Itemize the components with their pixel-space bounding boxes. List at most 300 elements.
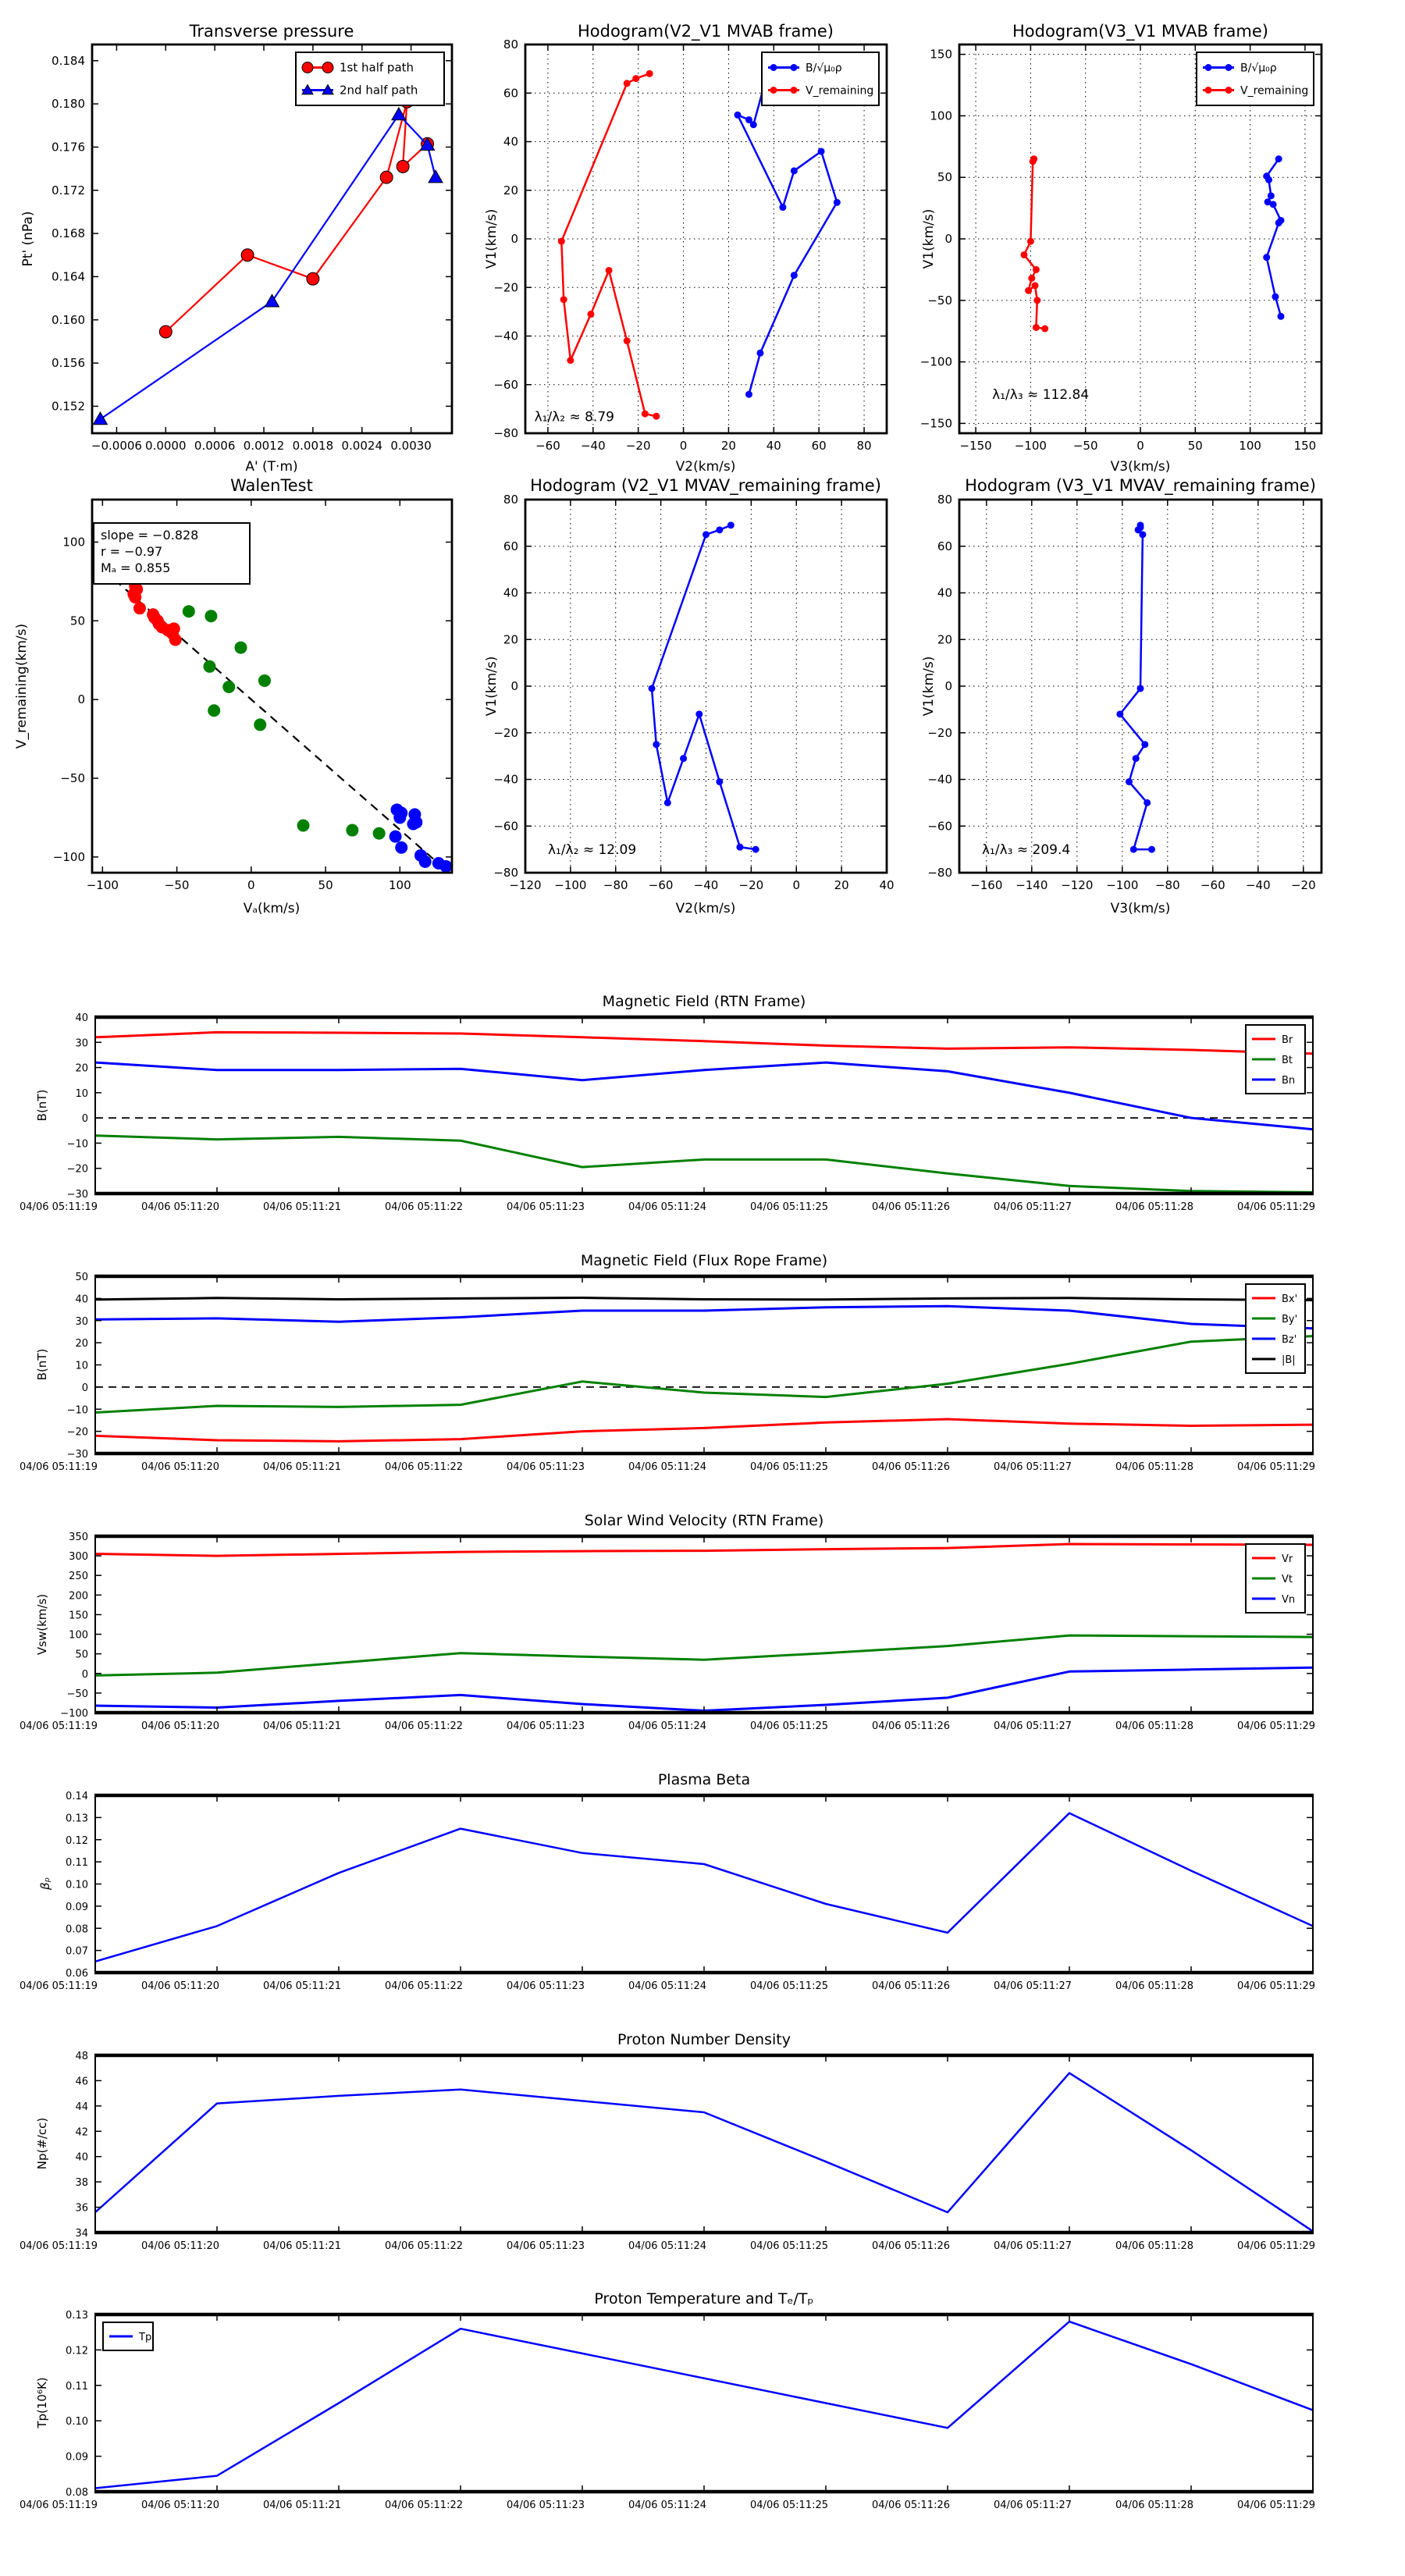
transverse-pressure-legend-label: 1st half path (340, 60, 414, 75)
transverse-pressure-point-1st-half-path (307, 272, 319, 285)
plasma-beta-ytick-label: 0.06 (66, 1968, 88, 1980)
hodogram-v2v1-mvab-xtick-label: −60 (535, 439, 560, 453)
hodogram-v2v1-mvab-point-B-over-sqrt-mu0rho (779, 204, 786, 211)
plasma-beta-xtick-label: 04/06 05:11:19 (20, 1980, 98, 1992)
hodogram-v2v1-mvab-ytick-label: −60 (493, 377, 518, 392)
magnetic-field-rtn-legend-label: Bn (1282, 1075, 1296, 1087)
proton-number-density-xtick-label: 04/06 05:11:26 (872, 2240, 950, 2252)
proton-temperature-plot-area (95, 2314, 1313, 2492)
hodogram-v2v1-mvav-ytick-label: −20 (493, 725, 518, 740)
hodogram-v2v1-mvav-ytick-label: −40 (493, 772, 518, 787)
hodogram-v2v1-mvab-ytick-label: −20 (493, 280, 518, 295)
ylabel-hodogram-v3v1-mvab: V1(km/s) (921, 208, 937, 269)
magnetic-field-flux-rope-xtick-label: 04/06 05:11:27 (994, 1461, 1072, 1473)
solar-wind-velocity-rtn-ytick-label: 0 (81, 1668, 88, 1681)
solar-wind-velocity-rtn-ytick-label: 50 (75, 1649, 88, 1661)
ylabel-hodogram-v3v1-mvav: V1(km/s) (921, 656, 937, 717)
plasma-beta-ytick-label: 0.08 (66, 1923, 88, 1936)
magnetic-field-flux-rope-xtick-label: 04/06 05:11:19 (20, 1461, 98, 1473)
walen-test-point-middle-interval (297, 819, 310, 831)
hodogram-v2v1-mvav-ytick-label: 20 (503, 632, 518, 647)
hodogram-v3v1-mvav-ytick-label: −60 (927, 819, 952, 834)
transverse-pressure-ytick-label: 0.184 (52, 53, 85, 68)
magnetic-field-flux-rope-xtick-label: 04/06 05:11:25 (750, 1461, 828, 1473)
hodogram-v2v1-mvav-panel (493, 493, 894, 892)
hodogram-v2v1-mvab-legend-label: B/√μ₀ρ (806, 62, 842, 75)
magnetic-field-flux-rope-ytick-label: 10 (75, 1360, 88, 1372)
solar-wind-velocity-rtn-xtick-label: 04/06 05:11:23 (507, 1720, 585, 1732)
hodogram-v2v1-mvab-xtick-label: 80 (856, 439, 872, 453)
proton-temperature-xtick-label: 04/06 05:11:25 (750, 2500, 828, 2511)
ylabel-hodogram-v2v1-mvab: V1(km/s) (484, 208, 500, 269)
hodogram-v3v1-mvab-legend-label: B/√μ₀ρ (1240, 62, 1277, 75)
hodogram-v3v1-mvav-point-V-hodogram (1116, 710, 1123, 717)
proton-temperature-panel (20, 2310, 1315, 2511)
walen-test-point-last-interval (419, 856, 432, 868)
walen-test-point-middle-interval (254, 718, 266, 731)
walen-test-stats-line: r = −0.97 (101, 544, 163, 559)
xlabel-hodogram-v2v1-mvav: V2(km/s) (675, 901, 736, 916)
proton-number-density-plot-area (95, 2055, 1313, 2233)
magnetic-field-flux-rope-ytick-label: −20 (66, 1426, 88, 1439)
hodogram-v3v1-mvab-xtick-label: 0 (1136, 439, 1144, 453)
proton-number-density-xtick-label: 04/06 05:11:20 (141, 2240, 219, 2252)
hodogram-v2v1-mvab-point-V-remaining (624, 80, 631, 87)
proton-temperature-ytick-label: 0.08 (66, 2487, 88, 2499)
solar-wind-velocity-rtn-ytick-label: 250 (69, 1571, 88, 1583)
hodogram-v2v1-mvav-point-V-hodogram (653, 741, 660, 748)
hodogram-v2v1-mvav-plot-area (525, 500, 887, 873)
proton-number-density-xtick-label: 04/06 05:11:27 (994, 2240, 1072, 2252)
hodogram-v3v1-mvav-xtick-label: −120 (1061, 878, 1094, 892)
hodogram-v2v1-mvav-point-V-hodogram (664, 799, 671, 806)
hodogram-v2v1-mvab-point-B-over-sqrt-mu0rho (791, 167, 798, 174)
solar-wind-velocity-rtn-ytick-label: 200 (69, 1590, 88, 1603)
walen-test-point-middle-interval (203, 660, 215, 673)
hodogram-v3v1-mvav-ytick-label: 60 (937, 539, 952, 553)
transverse-pressure-xtick-label: 0.0030 (390, 439, 432, 453)
hodogram-v3v1-mvav-ytick-label: 0 (944, 679, 952, 693)
title-magnetic-field-rtn: Magnetic Field (RTN Frame) (602, 993, 806, 1010)
magnetic-field-rtn-xtick-label: 04/06 05:11:24 (628, 1201, 706, 1213)
transverse-pressure-xtick-label: 0.0018 (292, 439, 334, 453)
transverse-pressure-ytick-label: 0.180 (52, 97, 85, 112)
solar-wind-velocity-rtn-ytick-label: 100 (69, 1629, 88, 1642)
ylabel-hodogram-v2v1-mvav: V1(km/s) (484, 656, 500, 717)
hodogram-v2v1-mvav-point-V-hodogram (752, 846, 759, 853)
legend-marker (770, 87, 777, 94)
walen-test-ytick-label: 100 (62, 535, 85, 550)
hodogram-v2v1-mvav-xtick-label: −20 (738, 878, 764, 892)
solar-wind-velocity-rtn-xtick-label: 04/06 05:11:25 (750, 1720, 828, 1732)
title-solar-wind-velocity: Solar Wind Velocity (RTN Frame) (584, 1512, 824, 1529)
magnetic-field-rtn-ytick-label: −20 (66, 1163, 88, 1176)
plasma-beta-panel (20, 1791, 1315, 1992)
magnetic-field-flux-rope-ytick-label: −30 (66, 1449, 88, 1461)
hodogram-v3v1-mvav-ytick-label: −20 (927, 725, 952, 740)
magnetic-field-rtn-xtick-label: 04/06 05:11:27 (994, 1201, 1072, 1213)
hodogram-v2v1-mvab-point-V-remaining (587, 311, 594, 318)
hodogram-v2v1-mvab-legend (762, 52, 879, 105)
hodogram-v2v1-mvab-point-B-over-sqrt-mu0rho (791, 272, 798, 279)
title-hodogram-v3v1-mvab: Hodogram(V3_V1 MVAB frame) (1012, 22, 1268, 41)
hodogram-v3v1-mvav-point-V-hodogram (1130, 846, 1137, 853)
magnetic-field-flux-rope-legend-label: Bx' (1282, 1293, 1298, 1305)
hodogram-v3v1-mvab-ytick-label: 50 (937, 170, 952, 185)
hodogram-v2v1-mvav-xtick-label: −80 (603, 878, 628, 892)
title-hodogram-v3v1-mvav: Hodogram (V3_V1 MVAV_remaining frame) (965, 476, 1316, 495)
proton-number-density-xtick-label: 04/06 05:11:24 (628, 2240, 706, 2252)
magnetic-field-rtn-ytick-label: 40 (75, 1012, 88, 1024)
magnetic-field-flux-rope-xtick-label: 04/06 05:11:20 (141, 1461, 219, 1473)
walen-test-ytick-label: 50 (69, 614, 85, 628)
magnetic-field-rtn-xtick-label: 04/06 05:11:21 (263, 1201, 341, 1213)
ylabel-proton-temperature: Tp(10⁶K) (35, 2377, 49, 2428)
title-walen-test: WalenTest (230, 476, 313, 495)
hodogram-v2v1-mvav-xtick-label: −40 (693, 878, 719, 892)
transverse-pressure-ytick-label: 0.164 (52, 269, 85, 284)
solar-wind-velocity-rtn-xtick-label: 04/06 05:11:29 (1237, 1720, 1315, 1732)
walen-test-point-middle-interval (183, 605, 195, 617)
proton-number-density-xtick-label: 04/06 05:11:29 (1237, 2240, 1315, 2252)
hodogram-v3v1-mvav-xtick-label: −60 (1200, 878, 1225, 892)
xlabel-transverse-pressure: A' (T·m) (245, 459, 298, 475)
hodogram-v3v1-mvab-legend-label: V_remaining (1240, 84, 1309, 98)
hodogram-v3v1-mvab-point-B-over-sqrt-mu0rho (1275, 155, 1282, 162)
magnetic-field-flux-rope-xtick-label: 04/06 05:11:23 (507, 1461, 585, 1473)
solar-wind-velocity-rtn-ytick-label: −100 (60, 1708, 88, 1720)
magnetic-field-flux-rope-ytick-label: 40 (75, 1293, 88, 1306)
solar-wind-velocity-rtn-legend-label: Vn (1282, 1594, 1296, 1606)
hodogram-v3v1-mvab-point-V-remaining (1020, 251, 1027, 258)
solar-wind-velocity-rtn-xtick-label: 04/06 05:11:24 (628, 1720, 706, 1732)
xlabel-hodogram-v3v1-mvab: V3(km/s) (1110, 459, 1171, 475)
magnetic-field-rtn-ytick-label: −30 (66, 1189, 88, 1201)
plasma-beta-ytick-label: 0.10 (66, 1879, 88, 1891)
walen-test-point-first-interval (168, 622, 180, 635)
plasma-beta-ytick-label: 0.11 (66, 1857, 88, 1870)
proton-number-density-ytick-label: 46 (75, 2076, 88, 2088)
magnetic-field-flux-rope-ytick-label: 30 (75, 1315, 88, 1328)
hodogram-v2v1-mvav-xtick-label: −100 (554, 878, 587, 892)
magnetic-field-rtn-xtick-label: 04/06 05:11:20 (141, 1201, 219, 1213)
hodogram-v2v1-mvav-ytick-label: −60 (493, 819, 518, 834)
hodogram-v3v1-mvav-xtick-label: −40 (1245, 878, 1271, 892)
hodogram-v3v1-mvab-point-V-remaining (1028, 275, 1035, 282)
transverse-pressure-point-1st-half-path (397, 160, 409, 173)
magnetic-field-flux-rope-legend-label: Bz' (1282, 1334, 1297, 1346)
plasma-beta-xtick-label: 04/06 05:11:23 (507, 1980, 585, 1992)
hodogram-v3v1-mvav-xtick-label: −160 (970, 878, 1003, 892)
hodogram-v2v1-mvav-xtick-label: 40 (879, 878, 895, 892)
legend-marker (322, 62, 333, 73)
plasma-beta-ytick-label: 0.07 (66, 1945, 88, 1958)
hodogram-v2v1-mvab-point-V-remaining (560, 296, 567, 303)
hodogram-v2v1-mvab-ytick-label: 40 (503, 134, 518, 149)
solar-wind-velocity-rtn-plot-area (95, 1536, 1313, 1713)
transverse-pressure-ytick-label: 0.168 (52, 226, 85, 241)
hodogram-v3v1-mvab-point-B-over-sqrt-mu0rho (1272, 294, 1279, 301)
walen-test-point-last-interval (393, 811, 406, 824)
legend-marker (302, 62, 313, 73)
proton-number-density-xtick-label: 04/06 05:11:28 (1115, 2240, 1193, 2252)
proton-temperature-ytick-label: 0.12 (66, 2345, 88, 2357)
proton-temperature-ytick-label: 0.11 (66, 2380, 88, 2393)
hodogram-v2v1-mvab-xtick-label: 0 (679, 439, 688, 453)
magnetic-field-flux-rope-legend-label: By' (1282, 1314, 1298, 1325)
walen-test-point-last-interval (395, 841, 407, 854)
hodogram-v3v1-mvab-ytick-label: −100 (919, 354, 952, 369)
magnetic-field-rtn-ytick-label: 10 (75, 1087, 88, 1100)
walen-test-xtick-label: 0 (247, 878, 255, 892)
walen-test-point-middle-interval (205, 610, 217, 622)
transverse-pressure-xtick-label: −0.0006 (91, 439, 142, 453)
hodogram-v3v1-mvab-ytick-label: 100 (930, 109, 952, 123)
hodogram-v3v1-mvav-point-V-hodogram (1126, 778, 1133, 785)
hodogram-v3v1-mvav-xtick-label: −80 (1154, 878, 1180, 892)
proton-temperature-xtick-label: 04/06 05:11:20 (141, 2500, 219, 2511)
walen-test-xtick-label: −100 (86, 878, 119, 892)
hodogram-v3v1-mvab-point-B-over-sqrt-mu0rho (1265, 176, 1272, 183)
magnetic-field-flux-rope-xtick-label: 04/06 05:11:26 (872, 1461, 950, 1473)
legend-marker (1225, 64, 1232, 71)
ylabel-walen-test: V_remaining(km/s) (14, 623, 30, 749)
hodogram-v2v1-mvab-ytick-label: 80 (503, 37, 518, 52)
walen-test-point-last-interval (389, 831, 402, 843)
hodogram-v2v1-mvav-annotation: λ₁/λ₂ ≈ 12.09 (547, 842, 637, 859)
hodogram-v2v1-mvab-panel (493, 37, 887, 453)
proton-number-density-ytick-label: 40 (75, 2151, 88, 2164)
hodogram-v2v1-mvab-point-B-over-sqrt-mu0rho (745, 391, 752, 398)
hodogram-v2v1-mvav-point-V-hodogram (716, 526, 723, 533)
hodogram-v3v1-mvab-ytick-label: −150 (919, 416, 952, 431)
magnetic-field-flux-rope-ytick-label: 0 (81, 1382, 88, 1394)
transverse-pressure-ytick-label: 0.152 (52, 399, 85, 414)
hodogram-v2v1-mvav-ytick-label: 80 (503, 493, 518, 507)
proton-temperature-ytick-label: 0.09 (66, 2451, 88, 2464)
transverse-pressure-xtick-label: 0.0000 (145, 439, 187, 453)
hodogram-v3v1-mvav-point-V-hodogram (1137, 685, 1144, 692)
walen-test-point-middle-interval (258, 674, 271, 687)
solar-wind-velocity-rtn-legend-label: Vt (1282, 1574, 1293, 1585)
solar-wind-velocity-rtn-xtick-label: 04/06 05:11:19 (20, 1720, 98, 1732)
hodogram-v2v1-mvav-point-V-hodogram (736, 844, 743, 851)
hodogram-v3v1-mvab-point-V-remaining (1041, 326, 1048, 333)
legend-marker (1205, 87, 1212, 94)
proton-number-density-xtick-label: 04/06 05:11:19 (20, 2240, 98, 2252)
transverse-pressure-ytick-label: 0.160 (52, 312, 85, 327)
magnetic-field-rtn-ytick-label: −10 (66, 1138, 88, 1151)
solar-wind-velocity-rtn-xtick-label: 04/06 05:11:21 (263, 1720, 341, 1732)
xlabel-hodogram-v3v1-mvav: V3(km/s) (1110, 901, 1171, 916)
hodogram-v2v1-mvab-ytick-label: 0 (510, 232, 518, 246)
plasma-beta-xtick-label: 04/06 05:11:20 (141, 1980, 219, 1992)
proton-number-density-xtick-label: 04/06 05:11:23 (507, 2240, 585, 2252)
hodogram-v3v1-mvav-annotation: λ₁/λ₃ ≈ 209.4 (982, 842, 1071, 859)
magnetic-field-flux-rope-xtick-label: 04/06 05:11:28 (1115, 1461, 1193, 1473)
hodogram-v3v1-mvav-xtick-label: −140 (1016, 878, 1048, 892)
solar-wind-velocity-rtn-xtick-label: 04/06 05:11:20 (141, 1720, 219, 1732)
magnetic-field-flux-rope-ytick-label: 20 (75, 1338, 88, 1350)
hodogram-v3v1-mvav-point-V-hodogram (1139, 531, 1146, 538)
hodogram-v2v1-mvav-xtick-label: −60 (648, 878, 674, 892)
hodogram-v2v1-mvab-ytick-label: −80 (493, 426, 518, 440)
hodogram-v2v1-mvav-xtick-label: 20 (834, 878, 849, 892)
transverse-pressure-point-1st-half-path (159, 326, 172, 338)
transverse-pressure-point-1st-half-path (241, 249, 254, 262)
magnetic-field-flux-rope-legend-label: |B| (1282, 1354, 1296, 1366)
hodogram-v2v1-mvab-point-V-remaining (567, 357, 574, 364)
walen-test-ytick-label: −100 (52, 849, 85, 864)
solar-wind-velocity-rtn-ytick-label: 350 (69, 1532, 88, 1543)
hodogram-v3v1-mvav-panel (927, 493, 1321, 892)
walen-test-ytick-label: −50 (60, 770, 85, 785)
hodogram-v2v1-mvab-point-V-remaining (558, 238, 565, 245)
ylabel-magnetic-field-flux-rope: B(nT) (35, 1348, 49, 1381)
walen-test-point-middle-interval (346, 824, 358, 837)
plasma-beta-xtick-label: 04/06 05:11:21 (263, 1980, 341, 1992)
hodogram-v3v1-mvav-point-V-hodogram (1144, 799, 1151, 806)
hodogram-v3v1-mvab-ytick-label: 0 (944, 232, 952, 246)
transverse-pressure-ytick-label: 0.156 (52, 356, 85, 371)
hodogram-v3v1-mvav-ytick-label: 80 (937, 493, 952, 507)
walen-test-stats-line: Mₐ = 0.855 (101, 560, 171, 575)
walen-test-point-middle-interval (208, 704, 220, 717)
proton-temperature-xtick-label: 04/06 05:11:27 (994, 2500, 1072, 2511)
hodogram-v3v1-mvav-point-V-hodogram (1148, 846, 1155, 853)
hodogram-v3v1-mvab-ytick-label: 150 (930, 47, 952, 62)
hodogram-v2v1-mvab-point-V-remaining (653, 413, 660, 420)
hodogram-v2v1-mvab-annotation: λ₁/λ₂ ≈ 8.79 (534, 409, 614, 425)
magnetic-field-rtn-ytick-label: 0 (81, 1113, 88, 1126)
hodogram-v2v1-mvav-point-V-hodogram (702, 531, 710, 538)
solar-wind-velocity-rtn-ytick-label: 300 (69, 1551, 88, 1564)
transverse-pressure-panel (52, 44, 452, 453)
solar-wind-velocity-rtn-xtick-label: 04/06 05:11:22 (385, 1720, 463, 1732)
hodogram-v3v1-mvab-point-B-over-sqrt-mu0rho (1268, 192, 1275, 199)
transverse-pressure-xtick-label: 0.0012 (243, 439, 285, 453)
hodogram-v3v1-mvab-point-V-remaining (1025, 287, 1032, 294)
hodogram-v2v1-mvav-ytick-label: 60 (503, 539, 518, 553)
legend-marker (1205, 64, 1212, 71)
title-hodogram-v2v1-mvav: Hodogram (V2_V1 MVAV_remaining frame) (530, 476, 881, 495)
title-plasma-beta: Plasma Beta (657, 1771, 751, 1788)
proton-temperature-xtick-label: 04/06 05:11:19 (20, 2500, 98, 2511)
hodogram-v2v1-mvab-point-B-over-sqrt-mu0rho (750, 121, 757, 128)
hodogram-v3v1-mvab-point-V-remaining (1033, 297, 1040, 304)
magnetic-field-rtn-xtick-label: 04/06 05:11:19 (20, 1201, 98, 1213)
magnetic-field-flux-rope-ytick-label: −10 (66, 1404, 88, 1417)
walen-test-xtick-label: 50 (318, 878, 333, 892)
title-hodogram-v2v1-mvab: Hodogram(V2_V1 MVAB frame) (578, 22, 834, 41)
hodogram-v3v1-mvab-point-V-remaining (1033, 266, 1040, 273)
magnetic-field-rtn-panel (20, 1012, 1315, 1213)
hodogram-v2v1-mvab-xtick-label: 20 (720, 439, 736, 453)
hodogram-v2v1-mvab-point-B-over-sqrt-mu0rho (818, 148, 825, 155)
solar-wind-velocity-rtn-ytick-label: −50 (66, 1688, 88, 1700)
hodogram-v2v1-mvab-xtick-label: 40 (766, 439, 781, 453)
proton-temperature-xtick-label: 04/06 05:11:28 (1115, 2500, 1193, 2511)
title-proton-temperature: Proton Temperature and Tₑ/Tₚ (594, 2290, 814, 2307)
transverse-pressure-ytick-label: 0.176 (52, 140, 85, 155)
magnetic-field-rtn-legend-label: Bt (1282, 1055, 1293, 1066)
hodogram-v2v1-mvav-point-V-hodogram (680, 755, 687, 762)
hodogram-v3v1-mvab-point-B-over-sqrt-mu0rho (1275, 219, 1282, 226)
magnetic-field-flux-rope-xtick-label: 04/06 05:11:24 (628, 1461, 706, 1473)
hodogram-v3v1-mvab-panel (920, 44, 1321, 453)
hodogram-v2v1-mvab-xtick-label: −40 (580, 439, 606, 453)
proton-number-density-xtick-label: 04/06 05:11:22 (385, 2240, 463, 2252)
hodogram-v3v1-mvab-point-B-over-sqrt-mu0rho (1263, 254, 1270, 261)
hodogram-v2v1-mvav-point-V-hodogram (695, 710, 702, 717)
transverse-pressure-ytick-label: 0.172 (52, 183, 85, 197)
hodogram-v3v1-mvab-point-B-over-sqrt-mu0rho (1277, 313, 1284, 320)
legend-marker (770, 64, 777, 71)
transverse-pressure-xtick-label: 0.0024 (341, 439, 382, 453)
walen-test-point-middle-interval (222, 681, 235, 693)
walen-test-point-first-interval (169, 634, 182, 646)
hodogram-v2v1-mvab-ytick-label: 20 (503, 183, 518, 197)
hodogram-v3v1-mvav-point-V-hodogram (1141, 741, 1148, 748)
hodogram-v3v1-mvab-xtick-label: −50 (1072, 439, 1098, 453)
proton-number-density-ytick-label: 44 (75, 2101, 88, 2113)
magnetic-field-flux-rope-panel (20, 1272, 1315, 1473)
proton-temperature-ytick-label: 0.13 (66, 2310, 88, 2322)
hodogram-v3v1-mvab-point-B-over-sqrt-mu0rho (1270, 201, 1277, 208)
legend-marker (791, 64, 798, 71)
hodogram-v3v1-mvab-xtick-label: 50 (1187, 439, 1203, 453)
hodogram-v2v1-mvav-point-V-hodogram (649, 685, 656, 692)
proton-temperature-xtick-label: 04/06 05:11:22 (385, 2500, 463, 2511)
magnetic-field-rtn-xtick-label: 04/06 05:11:28 (1115, 1201, 1193, 1213)
magnetic-field-rtn-legend-label: Br (1282, 1034, 1293, 1046)
proton-temperature-xtick-label: 04/06 05:11:24 (628, 2500, 706, 2511)
plasma-beta-ytick-label: 0.14 (66, 1791, 88, 1802)
hodogram-v3v1-mvab-point-V-remaining (1032, 282, 1039, 289)
hodogram-v3v1-mvab-point-V-remaining (1033, 324, 1040, 331)
hodogram-v2v1-mvab-point-V-remaining (642, 411, 649, 418)
hodogram-v2v1-mvab-point-V-remaining (606, 267, 613, 274)
magnetic-field-rtn-xtick-label: 04/06 05:11:22 (385, 1201, 463, 1213)
hodogram-v2v1-mvab-point-V-remaining (632, 75, 639, 82)
hodogram-v3v1-mvav-ytick-label: 40 (937, 585, 952, 600)
hodogram-v2v1-mvav-ytick-label: −80 (493, 866, 518, 880)
ylabel-plasma-beta: βₚ (38, 1877, 52, 1890)
hodogram-v3v1-mvab-annotation: λ₁/λ₃ ≈ 112.84 (992, 386, 1090, 403)
hodogram-v3v1-mvab-point-V-remaining (1030, 158, 1037, 165)
magnetic-field-flux-rope-xtick-label: 04/06 05:11:29 (1237, 1461, 1315, 1473)
hodogram-v3v1-mvav-ytick-label: 20 (937, 632, 952, 647)
hodogram-v2v1-mvab-legend-label: V_remaining (806, 84, 874, 98)
walen-test-point-last-interval (407, 817, 419, 830)
proton-number-density-ytick-label: 42 (75, 2126, 88, 2139)
hodogram-v3v1-mvav-ytick-label: −40 (927, 772, 952, 787)
hodogram-v2v1-mvav-point-V-hodogram (716, 778, 723, 785)
plasma-beta-xtick-label: 04/06 05:11:25 (750, 1980, 828, 1992)
plasma-beta-plot-area (95, 1795, 1313, 1973)
hodogram-v3v1-mvav-point-V-hodogram (1133, 755, 1140, 762)
walen-test-stats-line: slope = −0.828 (101, 528, 199, 543)
walen-test-ytick-label: 0 (77, 692, 85, 707)
solar-wind-velocity-rtn-xtick-label: 04/06 05:11:26 (872, 1720, 950, 1732)
hodogram-v3v1-mvab-point-V-remaining (1027, 238, 1034, 245)
walen-test-point-middle-interval (373, 827, 386, 840)
hodogram-v3v1-mvab-xtick-label: 150 (1293, 439, 1317, 453)
hodogram-v2v1-mvab-point-B-over-sqrt-mu0rho (834, 199, 841, 206)
magnetic-field-rtn-xtick-label: 04/06 05:11:26 (872, 1201, 950, 1213)
ylabel-proton-number-density: Np(#/cc) (35, 2117, 49, 2170)
plasma-beta-xtick-label: 04/06 05:11:26 (872, 1980, 950, 1992)
